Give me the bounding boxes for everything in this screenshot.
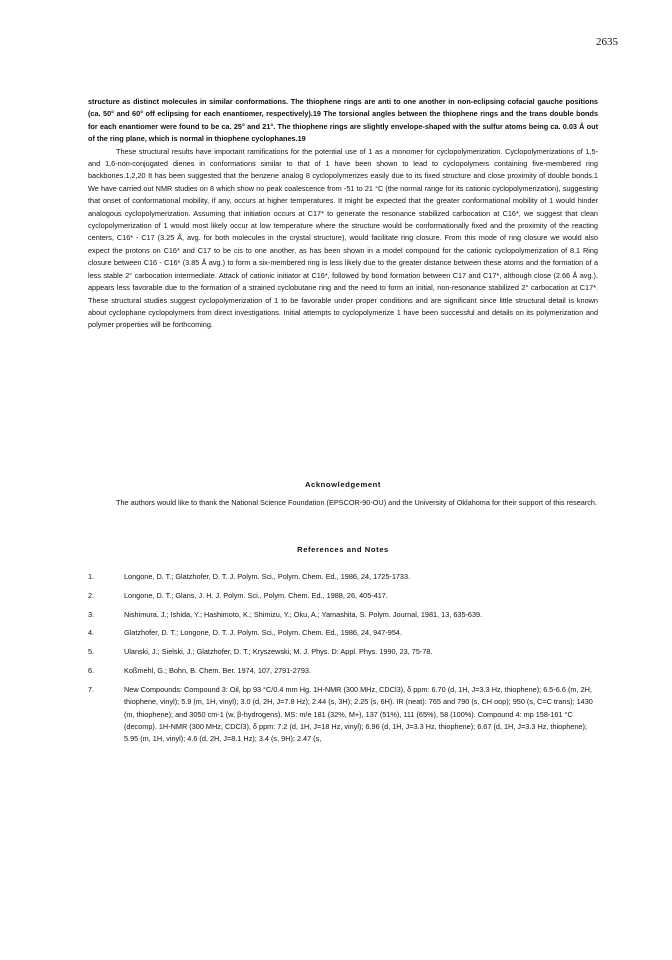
body-text	[88, 96, 598, 332]
reference-list	[88, 571, 598, 752]
acknowledgement-section	[88, 497, 598, 509]
acknowledgement-text: The authors would like to thank the National Science Foundation (EPSCOR-90-OU) and the University of Oklahoma for their support of this research.	[116, 498, 598, 507]
reference-text: Longone, D. T.; Glatzhofer, D. T. J. Polym. Sci., Polym. Chem. Ed., 1986, 24, 1725-1733.	[124, 572, 411, 581]
reference-item	[88, 590, 598, 602]
reference-number: 4.	[88, 628, 95, 638]
reference-number: 5.	[88, 647, 95, 657]
page-number: 2635	[596, 36, 618, 48]
references-heading: References and Notes	[297, 545, 389, 554]
reference-item	[88, 665, 598, 677]
reference-text: New Compounds: Compound 3: Oil, bp 93 °C/0.4 mm Hg. 1H-NMR (300 MHz, CDCl3), δ ppm: 6.70 (d, 1H, J=3.3 Hz, thiophene); 6.5-6.6 (m, 2H, thiophene, vinyl); 5.9 (m, 1H, vinyl); 3.0 (d, 2H, J=7.8 Hz); 2.44 (s, 3H); 2.25 (s, 6H). IR (neat): 765 and 790 (s, CH oop); 950 (s, C=C trans); 1430 (m, thiophene); and 3050 cm-1 (w, β-hydrogens). MS: m/e 181 (32%, M+), 137 (51%), 111 (65%), 58 (100%). Compound 4: mp 158-161 °C (decomp). 1H-NMR (300 MHz, CDCl3), δ ppm: 7.2 (d, 1H, J=18 Hz, vinyl); 6.96 (d, 1H, J=3.3 Hz, thiophene); 6.67 (d, 1H, J=3.3 Hz, thiophene); 5.95 (m, 1H, vinyl); 4.6 (d, 2H, J=8.1 Hz); 3.4 (s, 9H); 2.47 (s,	[124, 684, 593, 744]
reference-text: Koßmehl, G.; Bohn, B. Chem. Ber. 1974, 107, 2791-2793.	[124, 665, 311, 675]
reference-text: Longone, D. T.; Glans, J. H. J. Polym. Sci., Polym. Chem. Ed., 1988, 26, 405-417.	[124, 590, 388, 600]
body-paragraph-1: structure as distinct molecules in similar conformations. The thiophene rings are anti to one another in non-eclipsing cofacial gauche positions (ca. 50° and 60° off eclipsing for each enantiomer, respectively).19 The torsional angles between the thiophene rings and the trans double bonds for each enantiomer were found to be ca. 25° and 21°. The thiophene rings are slightly envelope-shaped with the sulfur atoms being ca. 0.03 Å out of the ring plane, which is normal in thiophene cyclophanes.19	[88, 97, 598, 144]
reference-item	[88, 646, 598, 658]
reference-item	[88, 571, 598, 583]
acknowledgement-heading: Acknowledgement	[304, 480, 382, 489]
reference-number: 2.	[88, 590, 95, 600]
reference-number: 1.	[88, 572, 95, 581]
reference-text: Glatzhofer, D. T.; Longone, D. T. J. Polym. Sci., Polym. Chem. Ed., 1986, 24, 947-954.	[124, 628, 402, 638]
reference-text: Nishimura, J.; Ishida, Y.; Hashimoto, K.; Shimizu, Y.; Oku, A.; Yamashita, S. Polym. Journal, 1981, 13, 635-639.	[124, 609, 483, 619]
reference-number: 3.	[88, 609, 95, 619]
reference-item	[88, 684, 598, 746]
reference-item	[88, 609, 598, 621]
reference-number: 7.	[88, 684, 95, 694]
body-paragraph-2: These structural results have important ramifications for the potential use of 1 as a monomer for cyclopolymerization. Cyclopolymerizations of 1,5- and 1,6-non-conjugated dienes in conformations similar to that of 1 have been shown to lead to cyclopolymers containing five-membered ring backbones.1,2,20 It has been suggested that the benzene analog 8 cyclopolymerizes easily due to its fixed structure and close proximity of double bonds.1 We have carried out NMR studies on 8 which show no peak coalescence from -51 to 21 °C (the normal range for its cationic cyclopolymerization), suggesting that onset of conformational mobility, if any, occurs at higher temperatures. It might be expected that the greater conformational mobility of 1 would hinder analogous cyclopolymerization. Assuming that initiation occurs at C17* to generate the resonance stabilized carbocation at C16*, we suggest that clean cyclopolymerization of 1 would most likely occur at low temperature where the structure would be conformationally fixed and the proximity of the reacting centers, C16* - C17 (3.25 Å, avg. for both molecules in the crystal structure), would facilitate ring closure. From this mode of ring closure we would also expect the protons on C16* and C17 to be cis to one another, as has been shown in a model compound for the cationic cyclopolymerization of 8.1 Ring closure between C16 - C16* (3.85 Å avg.) to form a six-membered ring is less likely due to the greater distance between these atoms and the formation of a less stable 2° carbocation intermediate. Attack of cationic initiator at C16*, followed by bond formation between C17 and C17*, although close (2.66 Å avg.), appears less favorable due to the formation of a strained cyclobutane ring and the need to form an initial, non-resonance stabilized 2° carbocation at C17*. These structural studies suggest cyclopolymerization of 1 to be favorable under proper conditions and are significant since little structural detail is known about cyclophane cyclopolymers from direct investigations. Initial attempts to cyclopolymerize 1 have been successful and details on its polymerization and polymer properties will be forthcoming.	[88, 146, 598, 330]
reference-text: Ulanski, J.; Sielski, J.; Glatzhofer, D. T.; Kryszewski, M. J. Phys. D: Appl. Phys. 1990, 23, 75-78.	[124, 647, 433, 657]
reference-item	[88, 627, 598, 639]
reference-number: 6.	[88, 665, 95, 675]
